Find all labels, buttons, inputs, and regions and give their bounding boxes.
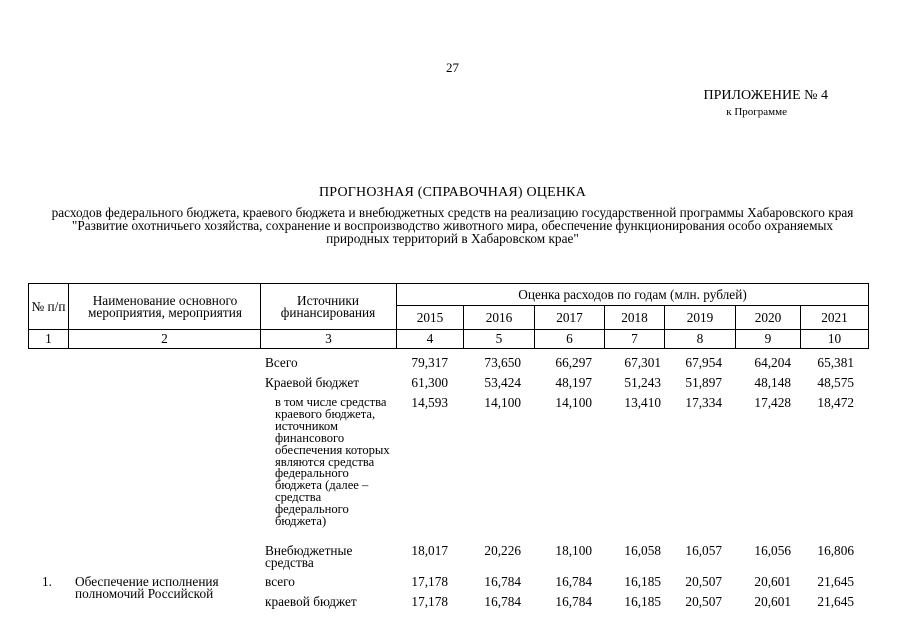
value-cell: 16,185 <box>624 594 661 609</box>
value-cell: 53,424 <box>484 375 521 390</box>
value-cell: 73,650 <box>484 355 521 370</box>
value-cell: 14,100 <box>555 395 592 410</box>
value-cell: 21,645 <box>817 594 854 609</box>
value-cell: 67,301 <box>624 355 661 370</box>
value-cell: 17,334 <box>685 395 722 410</box>
appendix-title: ПРИЛОЖЕНИЕ № 4 <box>703 88 828 103</box>
row-number: 1. <box>42 574 52 589</box>
value-cell: 51,243 <box>624 375 661 390</box>
value-cell: 66,297 <box>555 355 592 370</box>
value-cell: 16,806 <box>817 543 854 558</box>
source-cell: Краевой бюджет <box>265 375 360 390</box>
col-number: 5 <box>495 331 503 346</box>
page-number: 27 <box>446 60 459 75</box>
source-cell: Всего <box>265 355 298 370</box>
value-cell: 51,897 <box>685 375 722 390</box>
header-year: 2015 <box>416 310 444 325</box>
value-cell: 17,178 <box>411 574 448 589</box>
value-cell: 13,410 <box>624 395 661 410</box>
value-cell: 20,507 <box>685 594 722 609</box>
value-cell: 65,381 <box>817 355 854 370</box>
value-cell: 16,058 <box>624 543 661 558</box>
value-cell: 64,204 <box>754 355 791 370</box>
value-cell: 17,178 <box>411 594 448 609</box>
value-cell: 14,593 <box>411 395 448 410</box>
header-source: Источники финансирования <box>280 293 376 320</box>
header-num: № п/п <box>31 299 66 314</box>
col-number: 1 <box>45 331 52 346</box>
header-year: 2020 <box>754 310 782 325</box>
source-cell: всего <box>265 574 295 589</box>
value-cell: 18,100 <box>555 543 592 558</box>
source-cell: в том числе средства краевого бюджета, источником финансового обеспечения которых являются средства федерального бюджета (далее – средства федерального бюджета) <box>275 395 390 529</box>
header-year: 2017 <box>556 310 583 325</box>
header-year: 2021 <box>821 310 848 325</box>
col-number: 9 <box>764 331 772 346</box>
document-subtitle: расходов федерального бюджета, краевого бюджета и внебюджетных средств на реализацию государственной программы Хабаровского края "Развитие охотничьего хозяйства, сохранение и воспроизводство животного мира, обеспечение функционирования особо охраняемых природных территорий в Хабаровском крае" <box>51 205 854 246</box>
value-cell: 21,645 <box>817 574 854 589</box>
value-cell: 79,317 <box>411 355 448 370</box>
col-number: 3 <box>325 331 332 346</box>
value-cell: 48,197 <box>555 375 592 390</box>
value-cell: 48,148 <box>754 375 791 390</box>
value-cell: 67,954 <box>685 355 722 370</box>
header-year: 2016 <box>485 310 513 325</box>
header-year: 2019 <box>686 310 714 325</box>
col-number: 6 <box>566 331 573 346</box>
document-title: ПРОГНОЗНАЯ (СПРАВОЧНАЯ) ОЦЕНКА <box>318 185 587 200</box>
col-number: 10 <box>827 331 842 346</box>
value-cell: 16,784 <box>484 574 521 589</box>
header-estimate: Оценка расходов по годам (млн. рублей) <box>518 287 747 302</box>
value-cell: 20,507 <box>685 574 722 589</box>
appendix-subtitle: к Программе <box>726 106 787 118</box>
value-cell: 14,100 <box>484 395 521 410</box>
value-cell: 16,784 <box>555 574 592 589</box>
value-cell: 18,472 <box>817 395 854 410</box>
value-cell: 48,575 <box>817 375 854 390</box>
header-year: 2018 <box>621 310 648 325</box>
col-number: 2 <box>161 331 168 346</box>
header-name: Наименование основного мероприятия, мероприятия <box>88 293 242 320</box>
col-number: 4 <box>426 331 434 346</box>
value-cell: 16,784 <box>555 594 592 609</box>
measure-name: Обеспечение исполнения полномочий Российской <box>75 574 219 601</box>
value-cell: 20,601 <box>754 574 791 589</box>
value-cell: 17,428 <box>754 395 791 410</box>
value-cell: 20,226 <box>484 543 521 558</box>
value-cell: 61,300 <box>411 375 448 390</box>
value-cell: 18,017 <box>411 543 448 558</box>
value-cell: 16,056 <box>754 543 791 558</box>
col-number: 7 <box>631 331 638 346</box>
value-cell: 16,185 <box>624 574 661 589</box>
value-cell: 20,601 <box>754 594 791 609</box>
col-number: 8 <box>696 331 704 346</box>
value-cell: 16,784 <box>484 594 521 609</box>
source-cell: Внебюджетные средства <box>265 543 353 570</box>
source-cell: краевой бюджет <box>265 594 357 609</box>
value-cell: 16,057 <box>685 543 722 558</box>
